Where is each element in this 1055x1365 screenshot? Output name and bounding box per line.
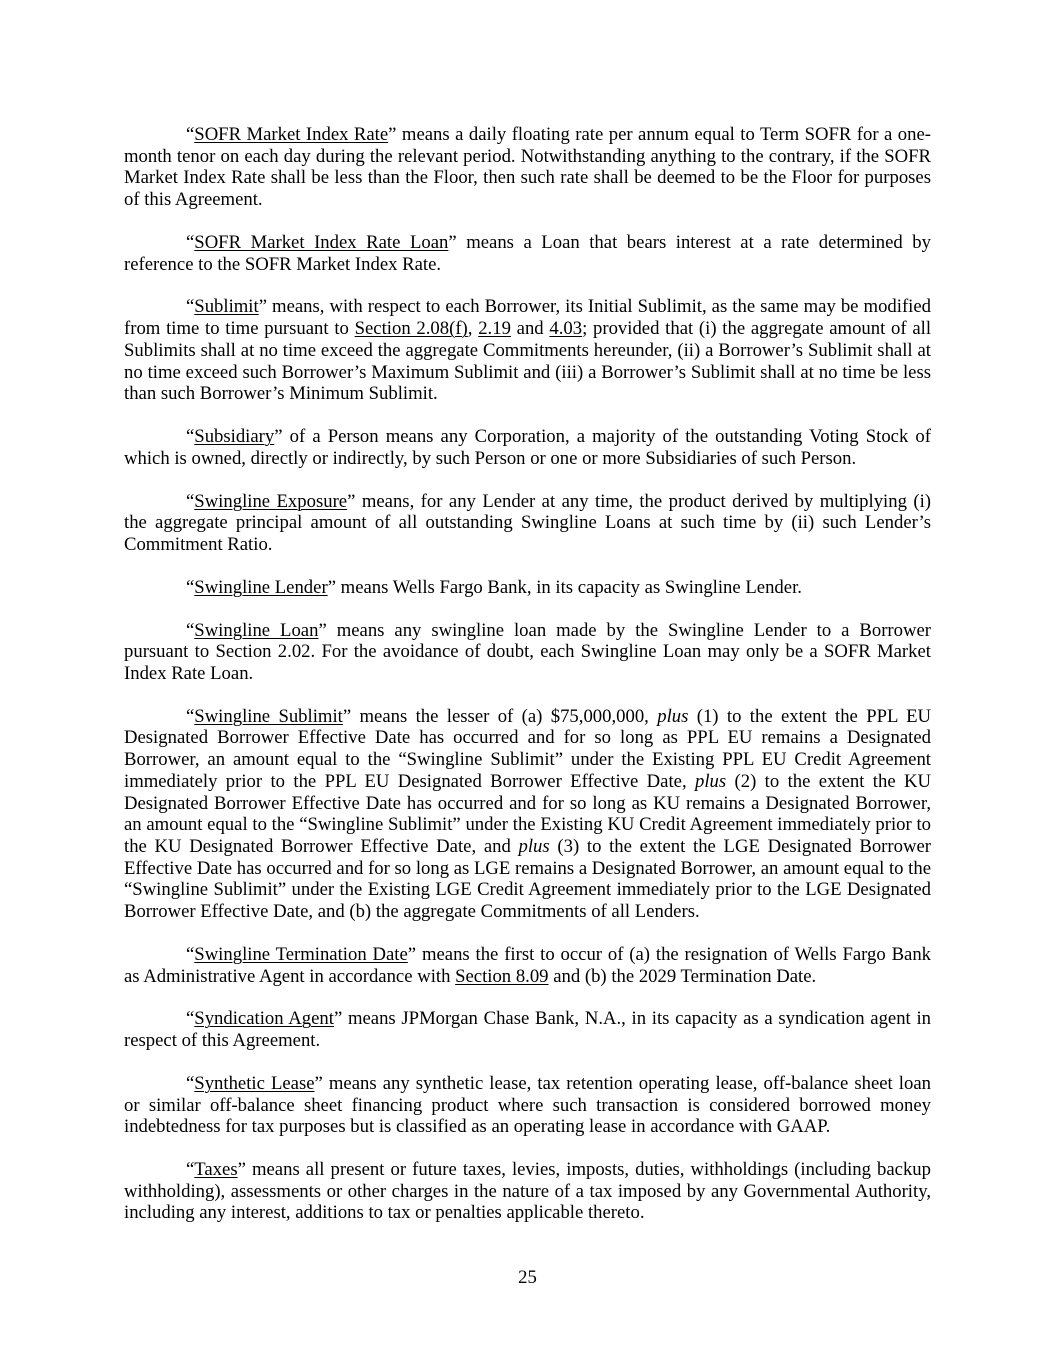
defined-term: SOFR Market Index Rate [194,124,389,145]
definition-sofr-market-index-rate-loan [124,232,931,275]
defined-term: Swingline Loan [194,619,319,641]
definition-syndication-agent [124,1008,931,1051]
definition-taxes [124,1159,931,1224]
page-number: 25 [518,1267,537,1288]
definition-swingline-loan [124,620,931,685]
open-quote: “ [186,490,195,512]
definition-text: and (b) the 2029 Termination Date. [548,965,817,987]
definition-text: ” means the first to occur of (a) the resignation of Wells Fargo Bank as Administrative Agent in accordance with [124,943,932,987]
open-quote: “ [186,231,195,253]
definition-text: (2) to the extent the KU Designated Borrower Effective Date has occurred and for so long as KU remains a Designated Borrower, an amount equal to the “Swingline Sublimit” under the Existing KU Credit Agreement immediately prior to the KU Designated Borrower Effective Date, and [124,770,931,857]
document-body [124,124,931,1245]
definition-text: ” means a daily floating rate per annum equal to Term SOFR for a one-month tenor on each day during the relevant period. Notwithstanding anything to the contrary, if the SOFR Market Index Rate shall be less than the Floor, then such rate shall be deemed to be the Floor for purposes of this Agreement. [124,124,931,211]
open-quote: “ [186,296,195,318]
open-quote: “ [186,426,195,448]
definition-subsidiary [124,426,931,469]
open-quote: “ [186,1159,195,1181]
definition-sofr-market-index-rate [124,124,931,211]
definition-text: ” means all present or future taxes, levies, imposts, duties, withholdings (including backup withholding), assessments or other charges in the nature of a tax imposed by any Governmental Authority, including any interest, additions to tax or penalties applicable thereto. [124,1159,931,1224]
definition-text: ” means a Loan that bears interest at a rate determined by reference to the SOFR Market Index Rate. [124,231,931,275]
definition-text: ” means, for any Lender at any time, the product derived by multiplying (i) the aggregate principal amount of all outstanding Swingline Loans at such time by (ii) such Lender’s Commitment Ratio. [124,490,931,555]
definition-text: ” means the lesser of (a) $75,000,000, [342,705,658,727]
defined-term: Swingline Termination Date [194,943,408,965]
definition-text: ” means any synthetic lease, tax retention operating lease, off-balance sheet loan or similar off-balance sheet financing product where such transaction is considered borrowed money indebtedness for tax purposes but is classified as an operating lease in accordance with GAAP. [124,1072,931,1138]
section-reference: Section 2.08(f) [354,318,468,340]
section-reference: 4.03 [549,318,583,340]
open-quote: “ [186,576,195,598]
open-quote: “ [186,124,195,145]
definition-text: (1) to the extent the PPL EU Designated Borrower Effective Date has occurred and for so long as PPL EU remains a Designated Borrower, an amount equal to the “Swingline Sublimit” under the Existing PPL EU Credit Agreement immediately prior to the PPL EU Designated Borrower Effective Date, [124,705,931,792]
open-quote: “ [186,1072,195,1094]
defined-term: Taxes [194,1159,238,1181]
definition-swingline-exposure [124,491,931,556]
defined-term: Subsidiary [194,426,275,448]
open-quote: “ [186,1008,195,1030]
defined-term: Swingline Lender [194,576,328,598]
definition-sublimit [124,296,931,405]
definition-synthetic-lease [124,1073,931,1138]
definition-text: (3) to the extent the LGE Designated Borrower Effective Date has occurred and for so long as LGE remains a Designated Borrower, an amount equal to the “Swingline Sublimit” under the Existing LGE Credit Agreement immediately prior to the LGE Designated Borrower Effective Date, and (b) the aggregate Commitments of all Lenders. [124,835,931,923]
definition-text: ; provided that (i) the aggregate amount of all Sublimits shall at no time exceed the aggregate Commitments hereunder, (ii) a Borrower’s Sublimit shall at no time exceed such Borrower’s Maximum Sublimit and (iii) a Borrower’s Sublimit shall at no time be less than such Borrower’s Minimum Sublimit. [124,318,932,405]
definition-text: ” means, with respect to each Borrower, its Initial Sublimit, as the same may be modified from time to time pursuant to [124,296,931,340]
emphasis-plus: plus [518,835,550,857]
definition-text: ” means Wells Fargo Bank, in its capacity as Swingline Lender. [327,576,802,598]
defined-term: Swingline Sublimit [194,705,343,727]
definition-swingline-termination-date [124,944,931,987]
emphasis-plus: plus [694,770,727,792]
definition-text: ” means JPMorgan Chase Bank, N.A., in its capacity as a syndication agent in respect of this Agreement. [124,1008,931,1052]
section-reference: 2.19 [478,318,511,340]
defined-term: Sublimit [194,296,259,318]
open-quote: “ [186,705,195,727]
definition-text: ” means any swingline loan made by the Swingline Lender to a Borrower pursuant to Section 2.02. For the avoidance of doubt, each Swingline Loan may only be a SOFR Market Index Rate Loan. [124,619,931,684]
defined-term: Syndication Agent [194,1008,334,1030]
defined-term: SOFR Market Index Rate Loan [194,231,449,253]
definition-swingline-sublimit [124,706,931,923]
open-quote: “ [186,943,195,965]
section-reference: Section 8.09 [455,965,549,987]
definition-text: and [510,318,550,340]
definition-swingline-lender [124,577,931,599]
definition-text: ” of a Person means any Corporation, a majority of the outstanding Voting Stock of which is owned, directly or indirectly, by such Person or one or more Subsidiaries of such Person. [124,426,931,469]
definition-text: , [467,318,479,340]
emphasis-plus: plus [657,705,689,727]
defined-term: Synthetic Lease [194,1072,315,1094]
open-quote: “ [186,619,195,641]
defined-term: Swingline Exposure [194,490,348,512]
